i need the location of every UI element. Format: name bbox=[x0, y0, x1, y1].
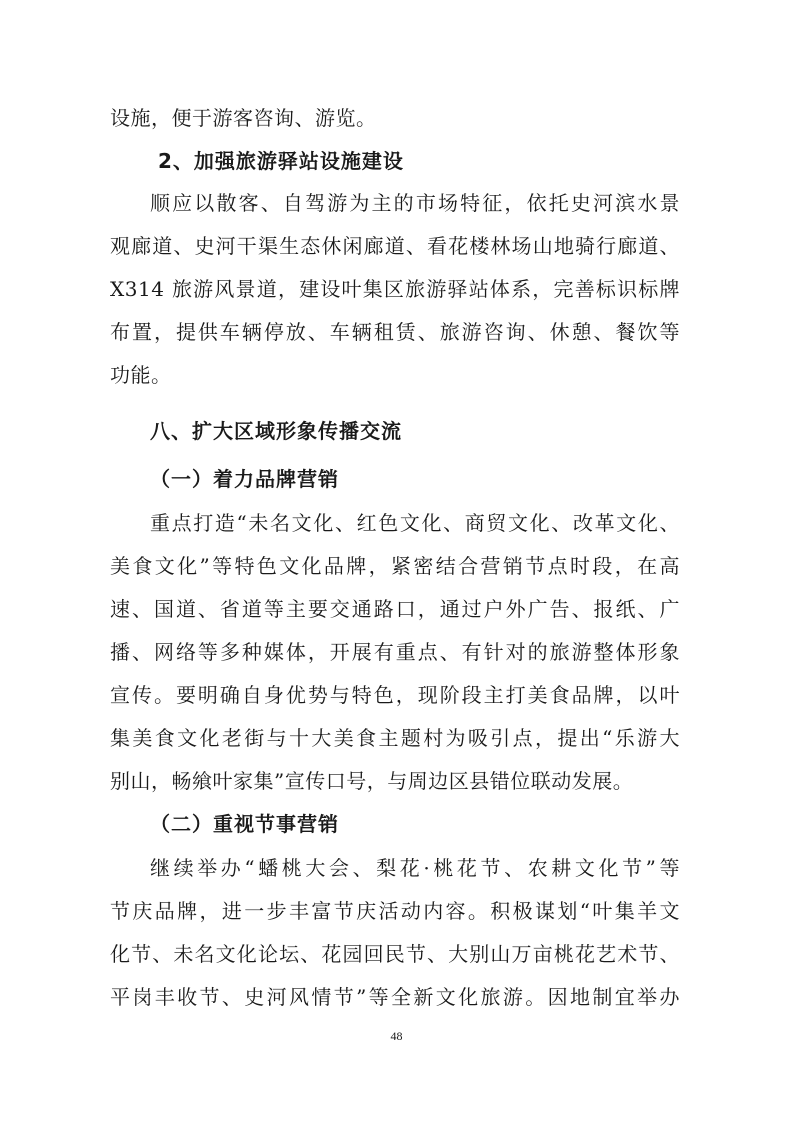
paragraph-station-line: 布置，提供车辆停放、车辆租赁、旅游咨询、休憩、餐饮等 bbox=[110, 320, 680, 344]
paragraph-station-line: 顺应以散客、自驾游为主的市场特征，依托史河滨水景 bbox=[150, 191, 680, 215]
paragraph-brand-line: 集美食文化老街与十大美食主题村为吸引点，提出“乐游大 bbox=[110, 726, 680, 750]
paragraph-brand-line: 宣传。要明确自身优势与特色，现阶段主打美食品牌，以叶 bbox=[110, 683, 680, 707]
paragraph-station-line: X314 旅游风景道，建设叶集区旅游驿站体系，完善标识标牌 bbox=[110, 277, 680, 301]
paragraph-festival-line: 节庆品牌，进一步丰富节庆活动内容。积极谋划“叶集羊文 bbox=[110, 899, 680, 923]
subsection-heading-brand: （一）着力品牌营销 bbox=[150, 467, 339, 491]
paragraph-station-line: 观廊道、史河干渠生态休闲廊道、看花楼林场山地骑行廊道、 bbox=[110, 234, 680, 258]
paragraph-brand-line: 别山，畅飨叶家集”宣传口号，与周边区县错位联动发展。 bbox=[110, 769, 634, 793]
subsection-heading-festival: （二）重视节事营销 bbox=[150, 812, 339, 836]
paragraph-brand-line: 播、网络等多种媒体，开展有重点、有针对的旅游整体形象 bbox=[110, 640, 680, 664]
section-heading-8: 八、扩大区域形象传播交流 bbox=[150, 419, 402, 443]
paragraph-station-line: 功能。 bbox=[110, 363, 172, 387]
paragraph-continuation-line: 设施，便于游客咨询、游览。 bbox=[110, 106, 377, 130]
paragraph-festival-line: 继续举办“蟠桃大会、梨花·桃花节、农耕文化节”等 bbox=[150, 856, 680, 880]
paragraph-festival-line: 化节、未名文化论坛、花园回民节、大别山万亩桃花艺术节、 bbox=[110, 942, 680, 966]
paragraph-brand-line: 美食文化”等特色文化品牌，紧密结合营销节点时段，在高 bbox=[110, 554, 680, 578]
page-number: 48 bbox=[390, 1029, 403, 1043]
paragraph-brand-line: 速、国道、省道等主要交通路口，通过户外广告、报纸、广 bbox=[110, 597, 680, 621]
point-heading-station: 2、加强旅游驿站设施建设 bbox=[158, 149, 404, 173]
paragraph-brand-line: 重点打造“未名文化、红色文化、商贸文化、改革文化、 bbox=[150, 511, 680, 535]
paragraph-festival-line: 平岗丰收节、史河风情节”等全新文化旅游。因地制宜举办 bbox=[110, 985, 680, 1009]
